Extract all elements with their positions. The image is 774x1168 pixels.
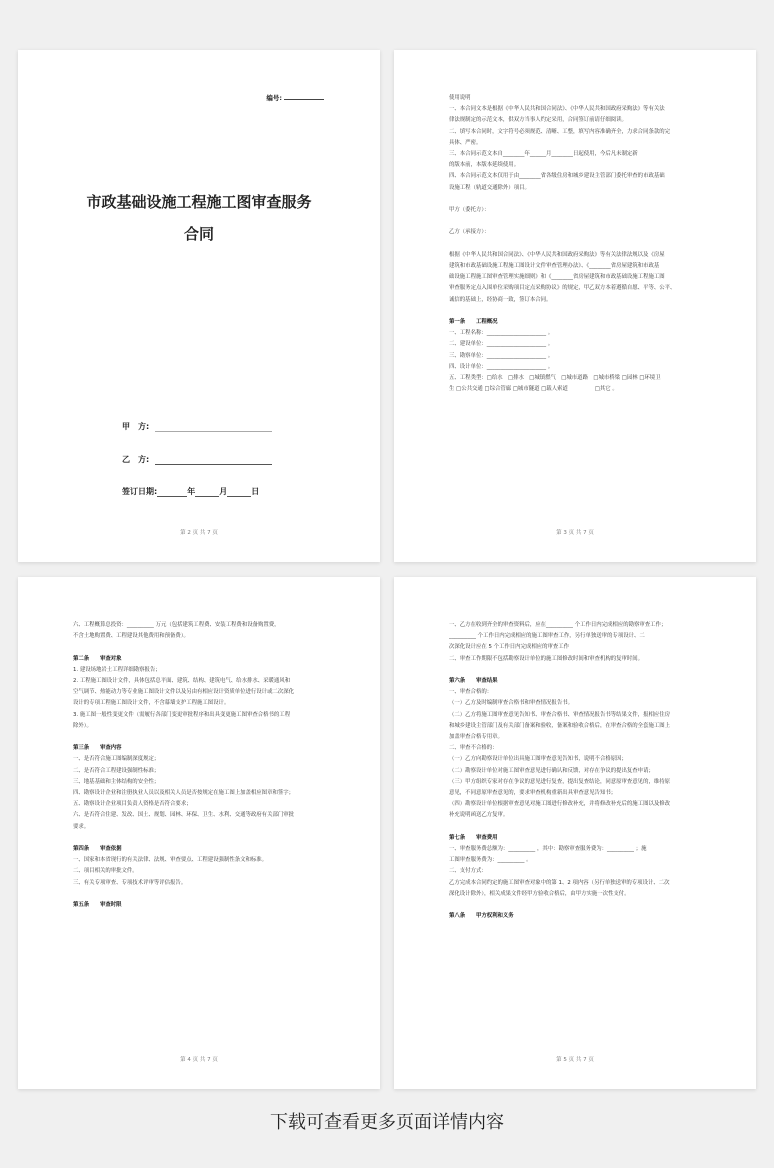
- text-line: 根据《中华人民共和国合同法》、《中华人民共和国政府采购法》等有关法律法规以及《房屋: [449, 251, 665, 258]
- text-line: 二、支付方式：: [449, 868, 487, 875]
- blank-line: [449, 306, 704, 317]
- text-line: 二、建设单位：______________________ 。: [449, 341, 554, 348]
- blank-line: [73, 833, 328, 844]
- party-a-blank: [155, 431, 272, 432]
- section-heading: 第七条 审查费用: [449, 834, 498, 841]
- sign-date-field: [122, 486, 259, 497]
- text-line: （一）乙方及时编制审查合格书和审查情况报告书。: [449, 700, 573, 707]
- text-line: 工图审查服务费为：__________ 。: [449, 857, 532, 864]
- text-line: 和城乡建设主管部门及有关部门备案和验收，备案和验收合格后，在审查合格的全套施工图上: [449, 722, 671, 729]
- text-line: 深化设计除外），相关成果文件经甲方验收合格后，由甲方实施一次性支付。: [449, 890, 630, 897]
- text-line: 三、地基基础和主体结构的安全性；: [73, 778, 160, 785]
- text-line: 建筑和市政基础设施工程施工图设计文件审查管理办法》、《________省房屋建筑和市政基: [449, 263, 660, 269]
- text-line: 律法规制定的示范文本，供双方当事人约定采用，合同签订前请仔细阅读。: [449, 117, 627, 124]
- text-line: 三、有关专项审查、专项技术评审等评估报告。: [73, 879, 187, 886]
- contract-title-line1: 市政基础设施工程施工图审查服务: [86, 193, 312, 211]
- text-line: （二）勘察设计单位对施工图审查意见进行确认和反馈，对存在争议的提出复查申请；: [449, 767, 654, 774]
- text-line: __________ 个工作日内完成相应的施工图审查工作，另行单独送审的专项设计、二: [449, 633, 645, 640]
- blank-line: [449, 822, 704, 833]
- page-body: [449, 620, 704, 922]
- section-heading: 第三条 审查内容: [73, 745, 122, 752]
- text-line: 六、是否符合住建、发改、国土、规划、园林、环保、卫生、水利、交通等政府有关部门审批: [73, 812, 295, 819]
- text-line: 诚信的基础上，经协商一致，签订本合同。: [449, 296, 552, 303]
- page-body: [73, 620, 328, 911]
- blank-line: [449, 216, 704, 227]
- section-heading: 第五条 审查时限: [73, 902, 122, 909]
- text-line: 乙方完成本合同约定的施工图审查对象中的第 1、2 项内容（另行单独送审的专项设计、二次: [449, 879, 670, 886]
- text-line: 一、审查合格的：: [449, 689, 493, 696]
- section-heading: 第四条 审查依据: [73, 846, 122, 853]
- text-line: 二、审查工作期限不包括勘察设计单位的施工图修改时间和审查机构的复审时间。: [449, 655, 644, 662]
- text-line: 意见，不同意原审查意见的，要求审查机构重新出具审查意见告知书；: [449, 790, 617, 797]
- text-line: 一、乙方在收到齐全的审查资料后，应在__________ 个工作日内完成相应的勘察审查工作；: [449, 622, 667, 628]
- text-line: 四、勘察设计企业和注册执业人员以及相关人员是否按规定在施工图上加盖相应图章和签字；: [73, 790, 295, 797]
- blank-line: [73, 642, 328, 653]
- text-line: 五、工程类型：□给水 □排水 □城镇燃气 □城市道路 □城市桥梁 □园林 □环境卫: [449, 375, 661, 382]
- blank-line: [449, 900, 704, 911]
- text-line: 一、工程名称：______________________ 。: [449, 330, 554, 337]
- text-line: 三、本合同示范文本自________年______月________日起使用，今后凡未制定新: [449, 151, 638, 158]
- text-line: 2. 工程施工图设计文件，具体包括总平面、建筑、结构、建筑电气、给水排水、采暖通风和: [73, 678, 291, 684]
- review-result-page: [394, 577, 756, 1089]
- party-b-field: [122, 454, 272, 465]
- text-line: 础设施工程施工图审查管理实施细则》和《________省房屋建筑和市政基础设施工程施工图: [449, 274, 665, 281]
- contract-number-field: [266, 93, 324, 102]
- text-line: 除外）。: [73, 722, 92, 729]
- text-line: 一、本合同文本是根据《中华人民共和国合同法》、《中华人民共和国政府采购法》等有关法: [449, 106, 665, 113]
- review-scope-page: [18, 577, 380, 1089]
- text-line: 3. 施工图一般性变更文件（需履行各部门变更审批程序和出具变更施工图审查合格书的工程: [73, 711, 291, 718]
- text-line: 四、本合同示范文本仅用于由________省各级住房和城乡建设主管部门委托审查的市政基础: [449, 173, 665, 180]
- instructions-page: [394, 50, 756, 562]
- text-line: 二、审查不合格的：: [449, 745, 498, 752]
- page-number: 第 5 页 共 7 页: [556, 1057, 594, 1063]
- page-number: 第 2 页 共 7 页: [180, 530, 218, 536]
- text-line: 审查服务定点入围单位采购项目定点采购协议》的规定，甲乙双方本着遵循自愿、平等、公平、: [449, 285, 676, 292]
- page-number: 第 4 页 共 7 页: [180, 1057, 218, 1063]
- text-line: 五、勘察设计企业项目负责人资格是否符合要求；: [73, 801, 192, 808]
- text-line: 具体、严密。: [449, 139, 482, 146]
- text-line: 六、工程概算总投资：__________ 万元（包括建筑工程费、安装工程费和设备购置费，: [73, 622, 280, 628]
- text-line: 甲方（委托方）：: [449, 207, 490, 214]
- page-number: 第 3 页 共 7 页: [556, 530, 594, 536]
- section-heading: 第八条 甲方权利和义务: [449, 913, 514, 920]
- text-line: 补充说明函送乙方复审。: [449, 812, 509, 819]
- text-line: 生 □公共交通 □综合管廊 □城市隧道 □载人索道 □其它 。: [449, 386, 618, 393]
- text-line: 一、是否符合施工图编制深度规定；: [73, 756, 160, 763]
- blank-line: [73, 889, 328, 900]
- text-line: 四、设计单位：______________________ 。: [449, 363, 554, 370]
- contract-title-line2: 合同: [183, 225, 214, 243]
- party-b-label: 乙 方:: [122, 455, 150, 464]
- text-line: 三、勘察单位：______________________ 。: [449, 352, 554, 359]
- contract-cover-page: [18, 50, 380, 562]
- contract-number-blank: [284, 99, 324, 100]
- text-line: 二、项目相关的审批文件。: [73, 868, 138, 875]
- party-b-blank: [155, 464, 272, 465]
- text-line: （一）乙方向勘察设计单位出具施工图审查意见告知书，说明不合格原因；: [449, 756, 627, 763]
- download-caption: 下载可查看更多页面详情内容: [270, 1112, 504, 1133]
- party-a-label: 甲 方:: [122, 422, 150, 431]
- page-body: [449, 93, 704, 395]
- text-line: （二）乙方将施工图审查意见告知书、审查合格书、审查情况报告书等结果文件，报相应住房: [449, 711, 671, 718]
- text-line: 二、是否符合工程建设强制性标准；: [73, 767, 160, 774]
- contract-number-label: 编号:: [266, 94, 282, 102]
- text-line: 设施工程（轨道交通除外）项目。: [449, 184, 530, 191]
- text-line: 一、审查服务费总额为：__________ ，其中：勘察审查服务费为：__________ ；施: [449, 846, 647, 853]
- section-heading: 第一条 工程概况: [449, 319, 498, 325]
- section-heading: 第六条 审查结果: [449, 678, 498, 684]
- year-label: 年: [187, 487, 196, 496]
- text-line: 要求。: [73, 823, 90, 830]
- party-a-field: [122, 421, 272, 432]
- blank-line: [449, 665, 704, 676]
- text-line: 使用说明: [449, 95, 471, 101]
- blank-line: [73, 732, 328, 743]
- text-line: 的版本前，本版本延续使用。: [449, 162, 520, 169]
- month-label: 月: [219, 487, 228, 496]
- section-heading: 第二条 审查对象: [73, 655, 122, 662]
- text-line: （三）甲方组织专家对存在争议的意见进行复查，提出复查结论，同意原审查意见的，维持原: [449, 778, 671, 785]
- text-line: 一、国家和本省现行的有关法律、法规、审查要点、工程建设强制性条文和标准。: [73, 857, 268, 864]
- text-line: 不含土地购置费、工程建设其他费用和预备费）。: [73, 633, 189, 640]
- text-line: 1. 建设场地岩土工程详细勘察报告；: [73, 666, 161, 673]
- blank-line: [449, 239, 704, 250]
- text-line: 乙方（承接方）：: [449, 229, 490, 236]
- contract-title: [58, 186, 340, 250]
- blank-line: [449, 194, 704, 205]
- text-line: 空气调节、热能动力等专业施工图设计文件以及另由有相应设计资质单位进行设计或二次深化: [73, 689, 295, 696]
- text-line: （四）勘察设计单位根据审查意见对施工图进行修改补充，并将修改补充后的施工图以及修改: [449, 801, 671, 808]
- text-line: 次深化设计应在 5 个工作日内完成相应的审查工作: [449, 644, 570, 651]
- text-line: 加盖审查合格专用章。: [449, 734, 503, 741]
- day-label: 日: [251, 487, 260, 496]
- sign-date-label: 签订日期:: [122, 487, 158, 496]
- text-line: 二、填写本合同时，文字符号必须规范、清晰、工整，填写内容准确齐全，力求合同条款的完: [449, 128, 671, 135]
- text-line: 设计的专项工程施工图设计文件，不含幕墙支护工程施工图设计。: [73, 700, 230, 707]
